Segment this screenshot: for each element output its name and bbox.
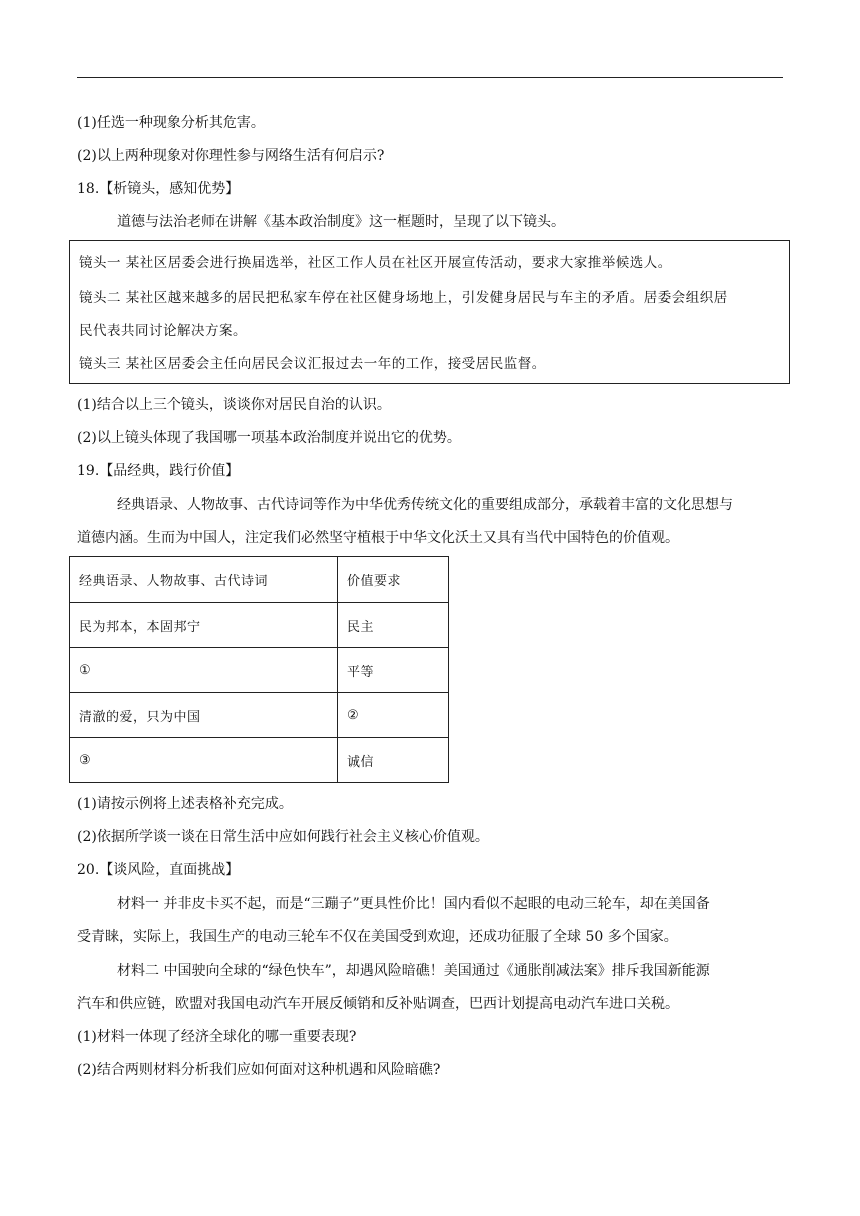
q19-sub2: (2)依据所学谈一谈在日常生活中应如何践行社会主义核心价值观。 <box>77 829 489 845</box>
values-table <box>69 556 449 783</box>
scene-1: 镜头一 某社区居委会进行换届选举，社区工作人员在社区开展宣传活动，要求大家推举候选人。 <box>79 255 672 271</box>
table-cell: ① <box>70 648 338 693</box>
q20-sub2: (2)结合两则材料分析我们应如何面对这种机遇和风险暗礁? <box>77 1062 441 1078</box>
q18-sub2: (2)以上镜头体现了我国哪一项基本政治制度并说出它的优势。 <box>77 430 461 446</box>
table-row <box>70 648 449 693</box>
table-row <box>70 603 449 648</box>
q19-sub1: (1)请按示例将上述表格补充完成。 <box>77 796 293 812</box>
q17-sub1: (1)任选一种现象分析其危害。 <box>77 115 265 131</box>
q20-sub1: (1)材料一体现了经济全球化的哪一重要表现? <box>77 1029 357 1045</box>
q18-scene-box <box>69 240 790 384</box>
table-row <box>70 693 449 738</box>
q20-material1-line1: 材料一 并非皮卡买不起，而是“三蹦子”更具性价比！国内看似不起眼的电动三轮车，却在美国备 <box>117 896 710 912</box>
table-cell: 诚信 <box>338 738 449 783</box>
scene-3: 镜头三 某社区居委会主任向居民会议汇报过去一年的工作，接受居民监督。 <box>79 356 546 372</box>
q19-intro-1: 经典语录、人物故事、古代诗词等作为中华优秀传统文化的重要组成部分，承载着丰富的文化思想与 <box>117 497 733 513</box>
table-row <box>70 557 449 603</box>
table-cell: 价值要求 <box>338 557 449 603</box>
q17-sub2: (2)以上两种现象对你理性参与网络生活有何启示? <box>77 148 385 164</box>
table-cell: 清澈的爱，只为中国 <box>70 693 338 738</box>
q20-material2-line1: 材料二 中国驶向全球的“绿色快车”，却遇风险暗礁！美国通过《通胀削减法案》排斥我国新能源 <box>117 963 710 979</box>
q18-title: 18.【析镜头，感知优势】 <box>77 181 240 197</box>
scene-2: 镜头二 某社区越来越多的居民把私家车停在社区健身场地上，引发健身居民与车主的矛盾。居委会组织居 <box>79 290 728 306</box>
table-row <box>70 738 449 783</box>
q18-intro: 道德与法治老师在讲解《基本政治制度》这一框题时，呈现了以下镜头。 <box>117 214 565 230</box>
q19-intro-2: 道德内涵。生而为中国人，注定我们必然坚守植根于中华文化沃土又具有当代中国特色的价值观。 <box>77 530 679 546</box>
q20-material2-line2: 汽车和供应链，欧盟对我国电动汽车开展反倾销和反补贴调查，巴西计划提高电动汽车进口关税。 <box>77 996 679 1012</box>
header-rule <box>77 77 783 78</box>
table-cell: 经典语录、人物故事、古代诗词 <box>70 557 338 603</box>
q19-title: 19.【品经典，践行价值】 <box>77 463 240 479</box>
table-cell: ② <box>338 693 449 738</box>
q20-material1-line2: 受青睐，实际上，我国生产的电动三轮车不仅在美国受到欢迎，还成功征服了全球 50 多个国家。 <box>77 929 678 945</box>
table-cell: 民主 <box>338 603 449 648</box>
table-cell: 平等 <box>338 648 449 693</box>
scene-2-cont: 民代表共同讨论解决方案。 <box>79 323 247 339</box>
table-cell: ③ <box>70 738 338 783</box>
table-cell: 民为邦本，本固邦宁 <box>70 603 338 648</box>
q20-title: 20.【谈风险，直面挑战】 <box>77 862 240 878</box>
q18-sub1: (1)结合以上三个镜头，谈谈你对居民自治的认识。 <box>77 397 391 413</box>
